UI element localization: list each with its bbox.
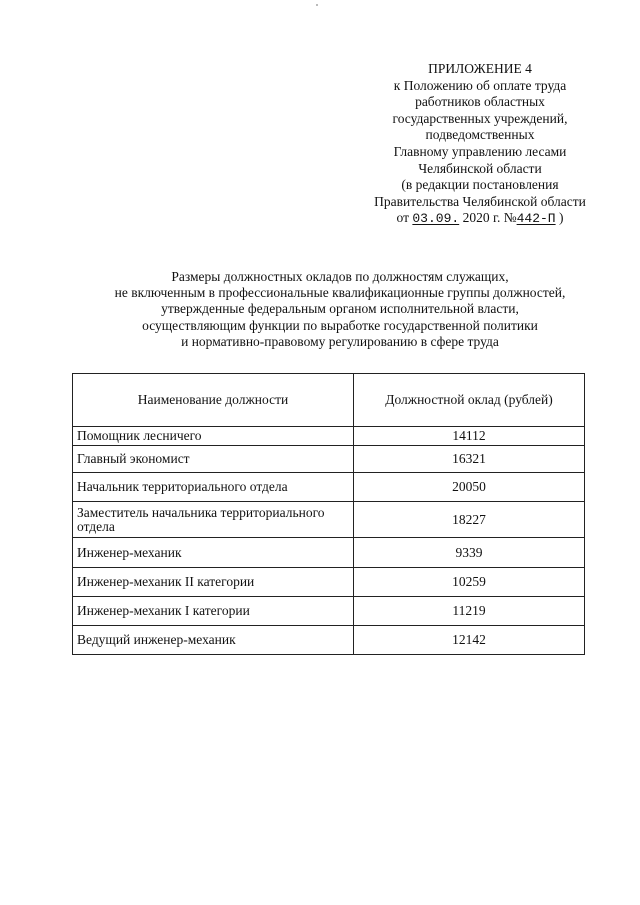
- date-year: 2020 г. №: [462, 210, 517, 226]
- title-line: утвержденные федеральным органом исполнительной власти,: [161, 301, 519, 317]
- salary-table: [72, 373, 585, 655]
- appendix-line: Главному управлению лесами: [393, 143, 567, 159]
- table-row: [73, 502, 585, 538]
- salary-cell: 10259: [354, 568, 585, 597]
- date-value: 03.09.: [412, 211, 460, 227]
- table-row: [73, 568, 585, 597]
- title-line: не включенным в профессиональные квалификационные группы должностей,: [114, 285, 566, 301]
- table-row: [73, 473, 585, 502]
- table-row: [73, 446, 585, 473]
- salary-cell: 20050: [354, 473, 585, 502]
- position-cell: Помощник лесничего: [73, 427, 354, 446]
- title-line: Размеры должностных окладов по должностям служащих,: [171, 269, 509, 284]
- appendix-line: Правительства Челябинской области: [374, 193, 586, 209]
- salary-cell: 16321: [354, 446, 585, 473]
- table-row: [73, 427, 585, 446]
- appendix-line: Челябинской области: [418, 160, 542, 176]
- appendix-title: ПРИЛОЖЕНИЕ 4: [428, 61, 532, 76]
- appendix-line: работников областных: [415, 94, 545, 110]
- salary-cell: 12142: [354, 626, 585, 655]
- date-prefix: от: [396, 210, 409, 226]
- scan-speck: [316, 4, 318, 6]
- table-row: [73, 597, 585, 626]
- title-line: осуществляющим функции по выработке государственной политики: [142, 317, 538, 333]
- salary-cell: 14112: [354, 427, 585, 446]
- position-cell: Инженер-механик: [73, 538, 354, 568]
- doc-number: 442-П: [516, 211, 556, 227]
- position-cell: Инженер-механик I категории: [73, 597, 354, 626]
- header-salary: Должностной оклад (рублей): [354, 374, 585, 427]
- appendix-line: к Положению об оплате труда: [393, 77, 567, 93]
- header-position: Наименование должности: [73, 374, 354, 427]
- appendix-header: [320, 61, 640, 228]
- appendix-date-line: [320, 210, 640, 228]
- position-cell: Инженер-механик II категории: [73, 568, 354, 597]
- appendix-line: подведомственных: [425, 127, 535, 143]
- salary-cell: 18227: [354, 502, 585, 538]
- salary-cell: 9339: [354, 538, 585, 568]
- table-header-row: [73, 374, 585, 427]
- position-cell: Ведущий инженер-механик: [73, 626, 354, 655]
- table-row: [73, 538, 585, 568]
- date-suffix: ): [558, 210, 564, 226]
- salary-cell: 11219: [354, 597, 585, 626]
- position-cell: Начальник территориального отдела: [73, 473, 354, 502]
- position-cell: Главный экономист: [73, 446, 354, 473]
- appendix-line: (в редакции постановления: [401, 177, 559, 193]
- appendix-line: государственных учреждений,: [392, 110, 568, 126]
- position-cell: Заместитель начальника территориального отдела: [73, 502, 354, 538]
- table-row: [73, 626, 585, 655]
- title-line: и нормативно-правовому регулированию в сфере труда: [181, 333, 499, 349]
- document-title: [40, 269, 640, 350]
